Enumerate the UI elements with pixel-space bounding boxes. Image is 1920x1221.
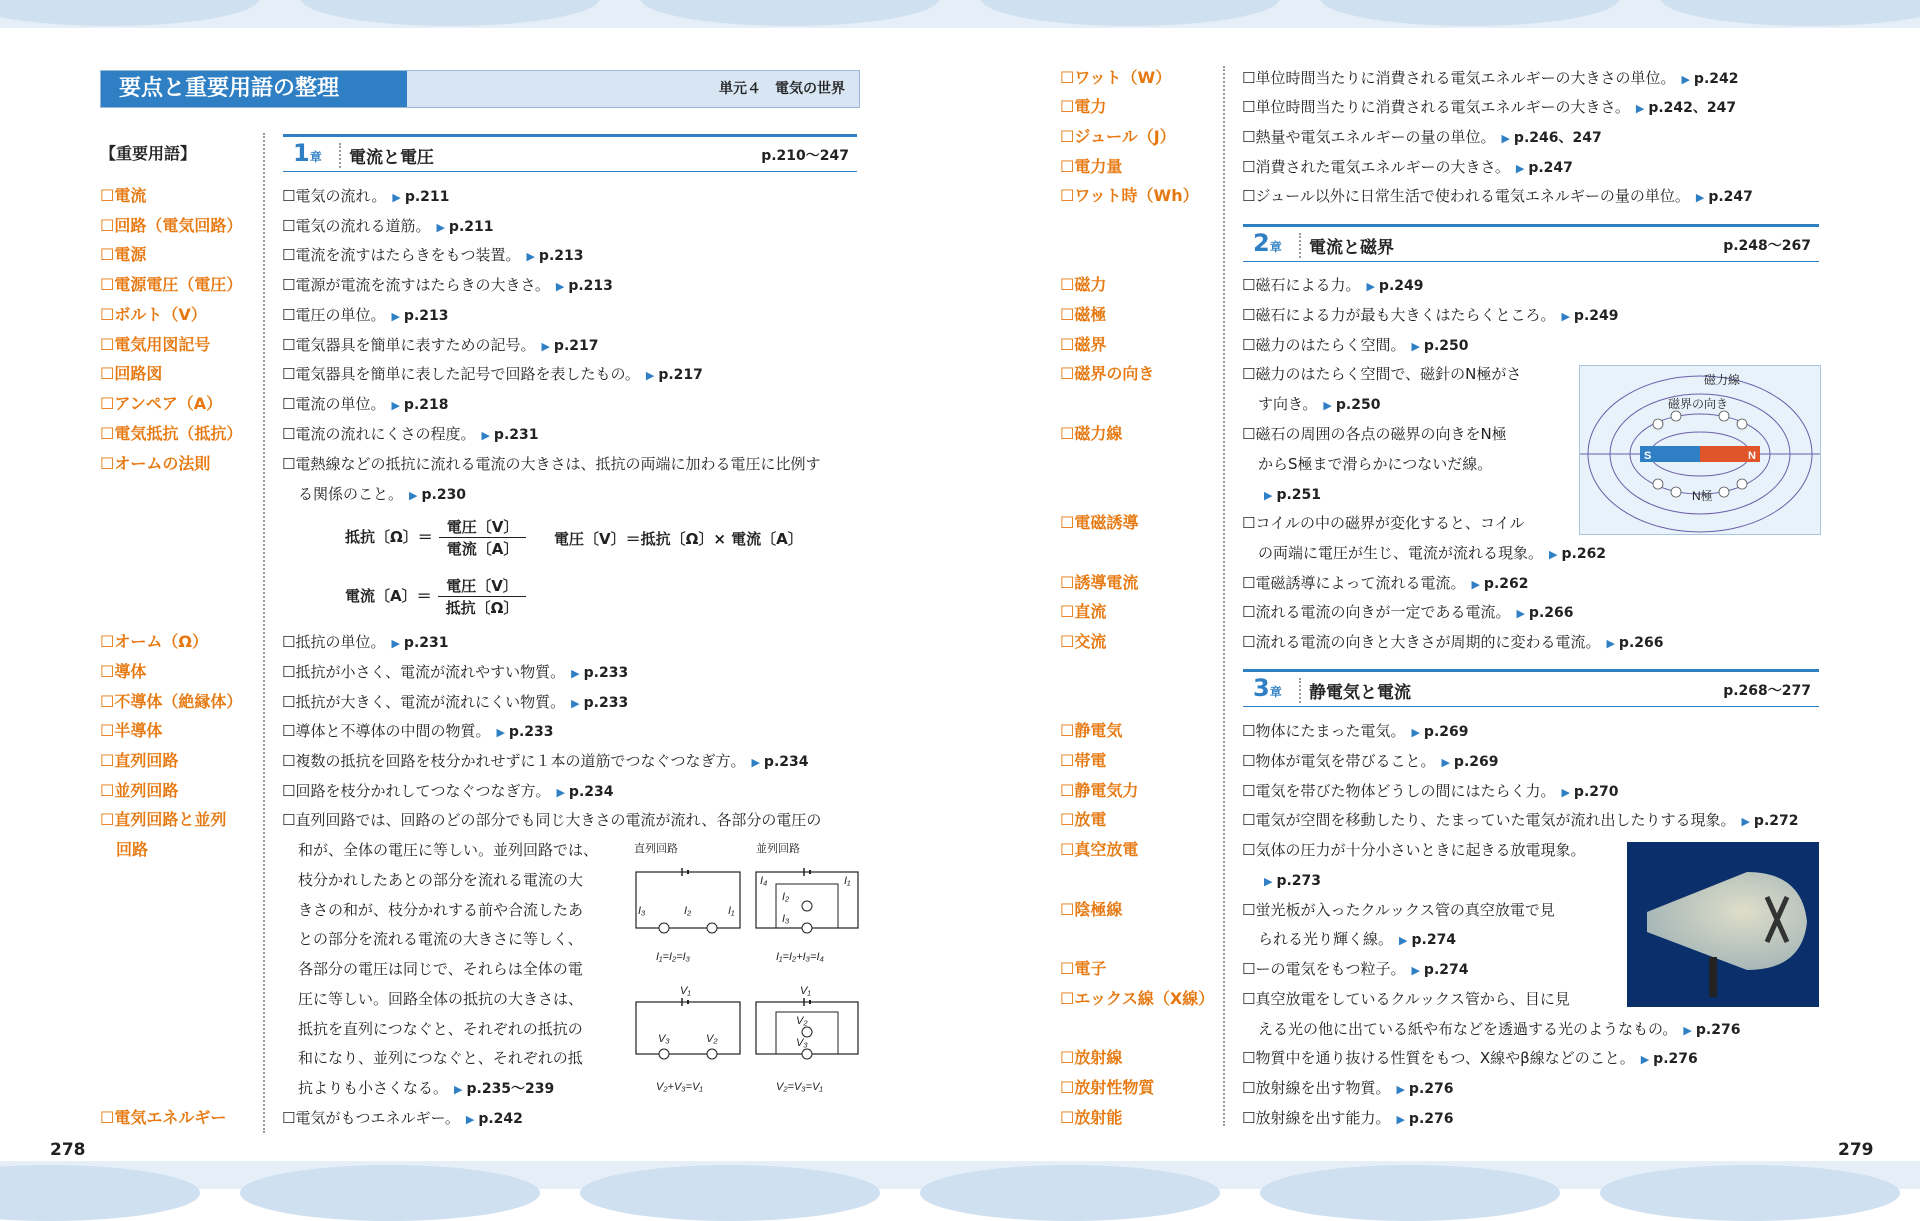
paragraph-line: 抗よりも小さくなる。 ▶ p.235〜239 [298, 1079, 555, 1097]
definition: ▶ p.273 [1264, 873, 1322, 889]
v3-label: V₃ [796, 1037, 808, 1049]
term: ☐放射性物質 [1060, 1078, 1155, 1097]
chapter-number: 2章 [1253, 229, 1282, 257]
term: ☐オームの法則 [100, 454, 211, 473]
definition: す向き。 ▶ p.250 [1258, 395, 1381, 413]
definition: ☐物質中を通り抜ける性質をもつ、X線やβ線などのこと。 ▶ p.276 [1242, 1049, 1698, 1067]
term: ☐陰極線 [1060, 900, 1123, 919]
definition: ☐電圧の単位。 ▶ p.213 [282, 306, 449, 324]
term: ☐静電気力 [1060, 781, 1139, 800]
chapter-name: 電流と電圧 [339, 143, 434, 168]
term: ☐電力 [1060, 97, 1107, 116]
term: ☐不導体（絶縁体） [100, 692, 243, 711]
paragraph-line: きさの和が、枝分かれする前や合流したあ [298, 901, 584, 919]
v1-label: V₁ [800, 985, 811, 997]
chapter-heading [283, 134, 857, 172]
n-pole-text: N極 [1692, 489, 1713, 503]
definition: ☐熱量や電気エネルギーの量の単位。 ▶ p.246、247 [1242, 128, 1602, 146]
definition: ☐物体が電気を帯びること。 ▶ p.269 [1242, 752, 1499, 770]
definition: ☐直列回路では、回路のどの部分でも同じ大きさの電流が流れ、各部分の電圧の [282, 811, 822, 829]
chapter-heading [1243, 669, 1819, 707]
term: ☐半導体 [100, 721, 163, 740]
v2-label: V₂ [796, 1015, 808, 1027]
definition: ☐磁力のはたらく空間で、磁針のN極がさ [1242, 365, 1522, 383]
current-formula: 電流〔A〕＝ $\frac{\text{電圧〔V〕}}{\text{抵抗〔Ω〕}}$ [345, 575, 532, 618]
definition: ☐流れる電流の向きと大きさが周期的に変わる電流。 ▶ p.266 [1242, 633, 1664, 651]
definition: ☐電気の流れる道筋。 ▶ p.211 [282, 217, 494, 235]
definition: ☐電源が電流を流すはたらきの大きさ。 ▶ p.213 [282, 276, 613, 294]
chapter-name: 電流と磁界 [1299, 233, 1394, 258]
right-column-divider [1223, 66, 1225, 1126]
term: ☐回路（電気回路） [100, 216, 243, 235]
definition: ☐コイルの中の磁界が変化すると、コイル [1242, 514, 1525, 532]
paragraph-line: 抵抗を直列につなぐと、それぞれの抵抗の [298, 1020, 583, 1038]
term: ☐放電 [1060, 810, 1107, 829]
definition: ☐磁石の周囲の各点の磁界の向きをN極 [1242, 425, 1507, 443]
term: ☐並列回路 [100, 781, 179, 800]
resistance-formula: 抵抗〔Ω〕＝ $\frac{\text{電圧〔V〕}}{\text{電流〔A〕}}$ [345, 516, 532, 559]
definition: ☐抵抗の単位。 ▶ p.231 [282, 633, 449, 651]
i1-label: I₁ [844, 875, 851, 887]
i1-label: I₁ [728, 905, 735, 917]
series-voltage-eq: V₂+V₃=V₁ [656, 1081, 703, 1093]
parallel-current-eq: I₁=I₂+I₃=I₄ [776, 951, 824, 963]
term: ☐直列回路 [100, 751, 179, 770]
parallel-voltage-eq: V₂=V₃=V₁ [776, 1081, 823, 1093]
definition: ☐導体と不導体の中間の物質。 ▶ p.233 [282, 722, 554, 740]
left-column-divider [263, 133, 265, 1133]
i4-label: I₄ [760, 875, 768, 887]
definition: ☐磁石による力。 ▶ p.249 [1242, 276, 1424, 294]
term: ☐磁力線 [1060, 424, 1123, 443]
section-header [100, 70, 860, 108]
paragraph-line: 枝分かれしたあとの部分を流れる電流の大 [298, 871, 584, 889]
magnetic-field-figure [1579, 365, 1821, 535]
v2-label: V₂ [706, 1033, 718, 1045]
term: ☐電気抵抗（抵抗） [100, 424, 243, 443]
term: ☐磁極 [1060, 305, 1107, 324]
definition: ☐複数の抵抗を回路を枝分かれせずに１本の道筋でつなぐつなぎ方。 ▶ p.234 [282, 752, 809, 770]
term: ☐磁界 [1060, 335, 1107, 354]
page-number-right: 279 [1838, 1140, 1874, 1160]
definition: ☐回路を枝分かれしてつなぐつなぎ方。 ▶ p.234 [282, 782, 614, 800]
definition: ☐蛍光板が入ったクルックス管の真空放電で見 [1242, 901, 1555, 919]
definition: ☐電気を帯びた物体どうしの間にはたらく力。 ▶ p.270 [1242, 782, 1619, 800]
paragraph-line: 和が、全体の電圧に等しい。並列回路では、 [298, 841, 599, 859]
term: ☐電磁誘導 [1060, 513, 1139, 532]
definition: ☐電磁誘導によって流れる電流。 ▶ p.262 [1242, 574, 1529, 592]
term: ☐導体 [100, 662, 147, 681]
term: ☐ワット時（Wh） [1060, 186, 1199, 205]
v3-label: V₃ [658, 1033, 670, 1045]
term: ☐オーム（Ω） [100, 632, 208, 651]
term: ☐電子 [1060, 959, 1107, 978]
term: ☐ジュール（J） [1060, 127, 1176, 146]
term: ☐直列回路と並列 [100, 810, 227, 829]
term: ☐真空放電 [1060, 840, 1139, 859]
definition: ☐抵抗が小さく、電流が流れやすい物質。 ▶ p.233 [282, 663, 629, 681]
definition: ☐消費された電気エネルギーの大きさ。 ▶ p.247 [1242, 158, 1573, 176]
term: ☐磁界の向き [1060, 364, 1155, 383]
term: ☐アンペア（A） [100, 394, 223, 413]
definition: ☐単位時間当たりに消費される電気エネルギーの大きさ。 ▶ p.242、247 [1242, 98, 1737, 116]
circuit-diagrams [628, 838, 864, 1100]
definition: ☐電流を流すはたらきをもつ装置。 ▶ p.213 [282, 246, 584, 264]
page-number-left: 278 [50, 1140, 86, 1160]
field-lines-svg [1580, 366, 1820, 534]
term: ☐放射線 [1060, 1048, 1123, 1067]
definition: ☐電熱線などの抵抗に流れる電流の大きさは、抵抗の両端に加わる電圧に比例す [282, 455, 821, 473]
voltage-formula: 電圧〔V〕＝抵抗〔Ω〕× 電流〔A〕 [554, 530, 803, 548]
chapter-range: p.210〜247 [761, 148, 849, 164]
page-title: 要点と重要用語の整理 [101, 71, 407, 107]
top-decoration [0, 0, 1920, 28]
definition: ☐放射線を出す物質。 ▶ p.276 [1242, 1079, 1454, 1097]
s-pole-label: S [1644, 450, 1652, 462]
definition: られる光り輝く線。 ▶ p.274 [1258, 930, 1457, 948]
definition: ☐ジュール以外に日常生活で使われる電気エネルギーの量の単位。 ▶ p.247 [1242, 187, 1753, 205]
paragraph-line: 和になり、並列につなぐと、それぞれの抵 [298, 1049, 583, 1067]
chapter-range: p.248〜267 [1723, 238, 1811, 254]
i2-label: I₂ [684, 905, 692, 917]
series-current-eq: I₁=I₂=I₃ [656, 951, 691, 963]
i2-label: I₂ [782, 891, 790, 903]
paragraph-line: 各部分の電圧は同じで、それらは全体の電 [298, 960, 583, 978]
term: ☐誘導電流 [1060, 573, 1139, 592]
definition: る関係のこと。 ▶ p.230 [298, 485, 467, 503]
definition: ☐単位時間当たりに消費される電気エネルギーの大きさの単位。 ▶ p.242 [1242, 69, 1739, 87]
term: ☐帯電 [1060, 751, 1107, 770]
definition: の両端に電圧が生じ、電流が流れる現象。 ▶ p.262 [1258, 544, 1607, 562]
definition: ☐電気が空間を移動したり、たまっていた電気が流れ出したりする現象。 ▶ p.272 [1242, 811, 1799, 829]
term: ☐磁力 [1060, 275, 1107, 294]
term: ☐電気用図記号 [100, 335, 211, 354]
term: ☐ボルト（V） [100, 305, 207, 324]
chapter-range: p.268〜277 [1723, 683, 1811, 699]
definition: ☐電気がもつエネルギー。 ▶ p.242 [282, 1109, 523, 1127]
parallel-label: 並列回路 [756, 843, 800, 855]
term: ☐電源 [100, 245, 147, 264]
term: ☐電流 [100, 186, 147, 205]
i3-label: I₃ [638, 905, 646, 917]
term: ☐ワット（W） [1060, 68, 1172, 87]
term: ☐回路図 [100, 364, 163, 383]
definition: ☐放射線を出す能力。 ▶ p.276 [1242, 1109, 1454, 1127]
paragraph-line: との部分を流れる電流の大きさに等しく、 [298, 930, 583, 948]
i3-label: I₃ [782, 913, 790, 925]
chapter-heading [1243, 224, 1819, 262]
term: ☐直流 [1060, 602, 1107, 621]
term: ☐放射能 [1060, 1108, 1123, 1127]
field-direction-label: 磁界の向き [1668, 397, 1729, 411]
definition: ☐電気器具を簡単に表した記号で回路を表したもの。 ▶ p.217 [282, 365, 703, 383]
series-label: 直列回路 [634, 843, 678, 855]
bottom-decoration [0, 1161, 1920, 1189]
definition: ☐電気器具を簡単に表すための記号。 ▶ p.217 [282, 336, 599, 354]
term: ☐エックス線（X線） [1060, 989, 1215, 1008]
paragraph-line: 圧に等しい。回路全体の抵抗の大きさは、 [298, 990, 584, 1008]
definition: ☐磁石による力が最も大きくはたらくところ。 ▶ p.249 [1242, 306, 1619, 324]
term: ☐電気エネルギー [100, 1108, 227, 1127]
term: ☐交流 [1060, 632, 1107, 651]
crookes-tube-photo [1627, 842, 1819, 1007]
definition: ☐物体にたまった電気。 ▶ p.269 [1242, 722, 1469, 740]
chapter-name: 静電気と電流 [1299, 678, 1411, 703]
n-pole-label: N [1748, 450, 1756, 462]
definition: ☐磁力のはたらく空間。 ▶ p.250 [1242, 336, 1469, 354]
v1-label: V₁ [680, 985, 691, 997]
chapter-number: 1章 [293, 139, 322, 167]
key-terms-heading: 【重要用語】 [100, 144, 197, 163]
crookes-tube-illustration [1627, 842, 1819, 1007]
term: ☐電力量 [1060, 157, 1123, 176]
term: ☐電源電圧（電圧） [100, 275, 243, 294]
definition: ▶ p.251 [1264, 487, 1322, 503]
definition: ☐真空放電をしているクルックス管から、目に見 [1242, 990, 1570, 1008]
definition: ☐抵抗が大きく、電流が流れにくい物質。 ▶ p.233 [282, 693, 629, 711]
definition: ☐流れる電流の向きが一定である電流。 ▶ p.266 [1242, 603, 1574, 621]
term: ☐静電気 [1060, 721, 1123, 740]
definition: ☐ーの電気をもつ粒子。 ▶ p.274 [1242, 960, 1469, 978]
definition: ☐電流の単位。 ▶ p.218 [282, 395, 449, 413]
definition: ☐気体の圧力が十分小さいときに起きる放電現象。 [1242, 841, 1586, 859]
unit-label: 単元４ 電気の世界 [719, 81, 845, 97]
definition: ☐電流の流れにくさの程度。 ▶ p.231 [282, 425, 539, 443]
definition: える光の他に出ている紙や布などを透過する光のようなもの。 ▶ p.276 [1258, 1020, 1741, 1038]
term: 回路 [116, 840, 149, 859]
definition: ☐電気の流れ。 ▶ p.211 [282, 187, 450, 205]
field-line-label: 磁力線 [1704, 373, 1741, 387]
chapter-number: 3章 [1253, 674, 1282, 702]
definition: からS極まで滑らかにつないだ線。 [1258, 455, 1493, 473]
